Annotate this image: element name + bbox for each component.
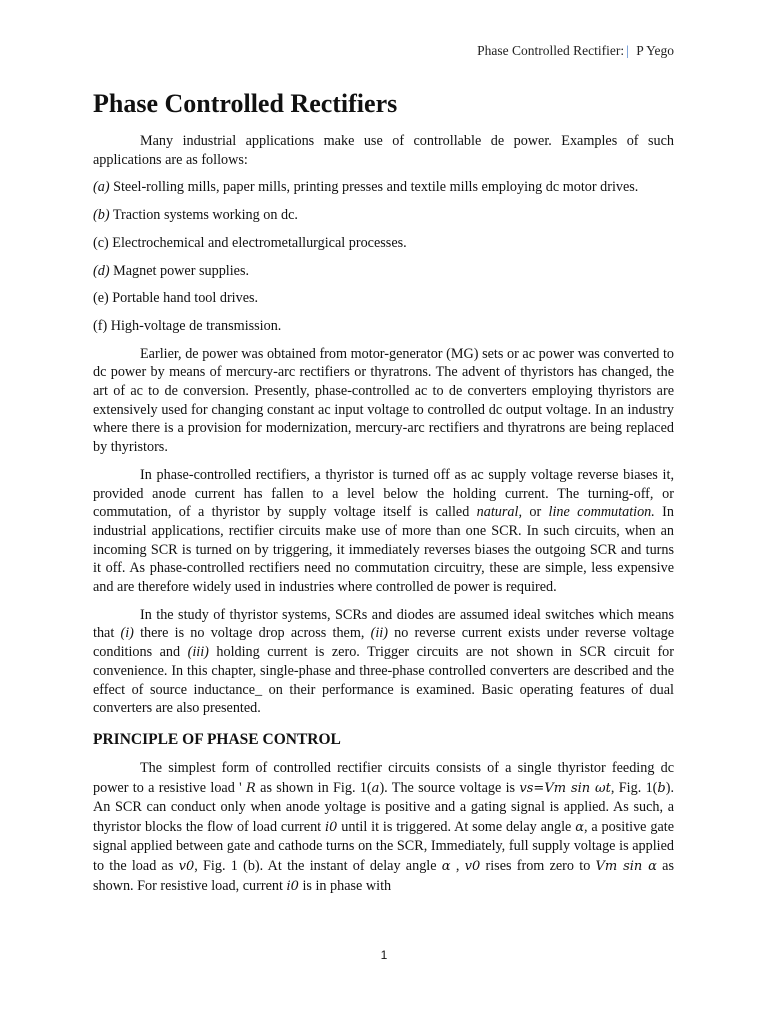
list-item: (e) Portable hand tool drives.: [93, 290, 259, 307]
paragraph-phase-control: The simplest form of controlled rectifier circuits consists of a single thyristor feeding dc power to a resistive load ' R as shown in Fig. 1(a). The source voltage is vs=Vm sin ωt, Fig. 1(b). An SCR can conduct only when anode yoltage is positive and a gating signal is applied. As such, a thyristor blocks the flow of load current i0 until it is triggered. At some delay angle α, a positive gate signal applied between gate and cathode turns on the SCR, Immediately, full supply voltage is applied to the load as v0, Fig. 1 (b). At the instant of delay angle α , v0 rises from zero to Vm sin α as shown. For resistive load, current i0 is in phase with: [93, 759, 674, 894]
header-separator: |: [626, 43, 629, 58]
paragraph-history: Earlier, de power was obtained from motor-generator (MG) sets or ac power was converted to dc power by means of mercury-arc rectifiers or thyratrons. The advent of thyristors has changed, the art of ac to de conversion. Presently, phase-controlled ac to de converters employing thyristors are extensively used for changing constant ac input voltage to controlled dc output voltage. In an industry where there is a provision for modernization, mercury-arc rectifiers and thyratrons are being replaced by thyristors.: [93, 345, 674, 456]
page-number: 1: [380, 948, 388, 962]
equation-step-voltage: Vm sin α: [595, 858, 657, 874]
paragraph-commutation: In phase-controlled rectifiers, a thyristor is turned off as ac supply voltage reverse biases it, provided anode current has fallen to a level below the holding current. The turning-off, or commutation, of a thyristor by supply voltage itself is called natural, or line commutation. In industrial applications, rectifier circuits make use of more than one SCR. In such circuits, when an incoming SCR is turned on by triggering, it immediately reverses biases the outgoing SCR and turns it off. As phase-controlled rectifiers need no commutation circuitry, these are simple, less expensive and are therefore widely used in industries where controlled de power is required.: [93, 466, 674, 596]
section-heading: PRINCIPLE OF PHASE CONTROL: [93, 730, 341, 748]
list-item: (a) Steel-rolling mills, paper mills, printing presses and textile mills employing dc motor drives.: [93, 179, 639, 196]
running-header: [477, 43, 674, 59]
page-body: [93, 88, 674, 905]
list-item: (c) Electrochemical and electrometallurgical processes.: [93, 234, 407, 251]
paragraph-ideal-switches: In the study of thyristor systems, SCRs and diodes are assumed ideal switches which means that (i) there is no voltage drop across them, (ii) no reverse current exists under reverse voltage conditions and (iii) holding current is zero. Trigger circuits are not shown in SCR circuit for convenience. In this chapter, single-phase and three-phase controlled converters are described and the effect of source inductance_ on their performance is examined. Basic operating features of dual converters are also presented.: [93, 606, 675, 717]
page-title: Phase Controlled Rectifiers: [93, 89, 398, 118]
list-item: (d) Magnet power supplies.: [93, 262, 250, 279]
intro-paragraph: Many industrial applications make use of controllable de power. Examples of such applications are as follows:: [93, 133, 674, 168]
header-title: Phase Controlled Rectifier:: [477, 43, 625, 58]
applications-list: [93, 178, 674, 335]
list-item: (b) Traction systems working on dc.: [93, 207, 298, 224]
list-item: (f) High-voltage de transmission.: [93, 317, 282, 334]
header-author: P Yego: [636, 43, 674, 58]
equation-source-voltage: vs=Vm sin ωt: [519, 780, 611, 796]
